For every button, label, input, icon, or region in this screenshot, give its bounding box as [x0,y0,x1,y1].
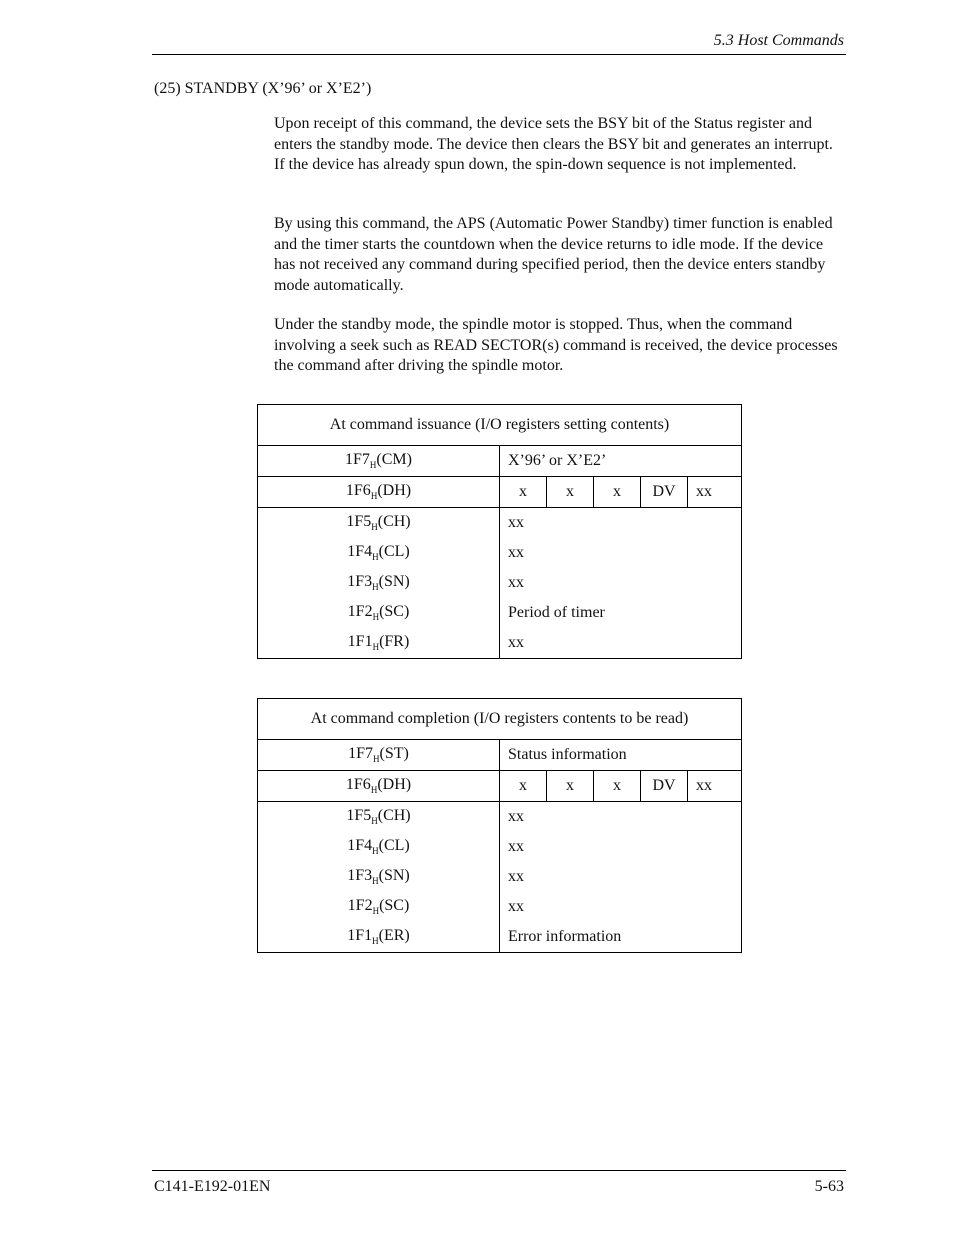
register-label: $1F6_H(DH)$ [258,477,500,508]
bit-cell: x [547,477,594,507]
completion-register-table [257,698,742,953]
bit-cell: xx [696,777,712,794]
register-label: $1F3_H(SN)$ [258,862,500,892]
register-label: $1F5_H(CH)$ [258,508,500,539]
register-value: Error information [500,922,742,953]
register-value: xx [500,568,742,598]
paragraph-1: Upon receipt of this command, the device sets the BSY bit of the Status register and enters the standby mode. The device then clears the BSY bit and generates an interrupt. If the device has already spun down, the spin-down sequence is not implemented. [274,115,833,173]
bit-cell: DV [641,477,688,507]
register-value: xx [500,802,742,833]
register-label: $1F4_H(CL)$ [258,832,500,862]
register-label: $1F1_H(ER)$ [258,922,500,953]
register-label: $1F3_H(SN)$ [258,568,500,598]
register-value: Period of timer [500,598,742,628]
page-number: 5-63 [814,1178,844,1195]
running-header: 5.3 Host Commands [713,32,844,49]
register-value: X’96’ or X’E2’ [500,446,742,477]
table-caption: At command issuance (I/O registers setting contents) [258,405,742,446]
register-label: $1F2_H(SC)$ [258,598,500,628]
section-heading: (25) STANDBY (X’96’ or X’E2’) [154,80,372,97]
register-label: $1F6_H(DH)$ [258,771,500,802]
bit-cell: DV [641,771,688,801]
register-label: $1F4_H(CL)$ [258,538,500,568]
register-label: $1F2_H(SC)$ [258,892,500,922]
footer-rule [152,1170,846,1171]
paragraph-3: Under the standby mode, the spindle motor is stopped. Thus, when the command involving a seek such as READ SECTOR(s) command is received, the device processes the command after driving the spindle motor. [274,316,838,374]
register-label: $1F7_H(ST)$ [258,740,500,771]
bit-cell: xx [696,483,712,500]
table-caption: At command completion (I/O registers contents to be read) [258,699,742,740]
register-value: xx [500,862,742,892]
bit-cell: x [547,771,594,801]
bit-cell: x [594,477,641,507]
register-value: Status information [500,740,742,771]
register-bits [500,477,742,508]
register-bits [500,771,742,802]
register-value: xx [500,538,742,568]
register-value: xx [500,892,742,922]
register-value: xx [500,832,742,862]
register-label: $1F5_H(CH)$ [258,802,500,833]
register-label: $1F7_H(CM)$ [258,446,500,477]
bit-cell: x [500,477,547,507]
issuance-register-table [257,404,742,659]
header-rule [152,54,846,55]
bit-cell: x [500,771,547,801]
document-id: C141-E192-01EN [154,1178,271,1195]
register-value: xx [500,508,742,539]
register-value: xx [500,628,742,659]
paragraph-2: By using this command, the APS (Automatic Power Standby) timer function is enabled and the timer starts the countdown when the device returns to idle mode. If the device has not received any command during specified period, then the device enters standby mode automatically. [274,215,833,294]
bit-cell: x [594,771,641,801]
register-label: $1F1_H(FR)$ [258,628,500,659]
